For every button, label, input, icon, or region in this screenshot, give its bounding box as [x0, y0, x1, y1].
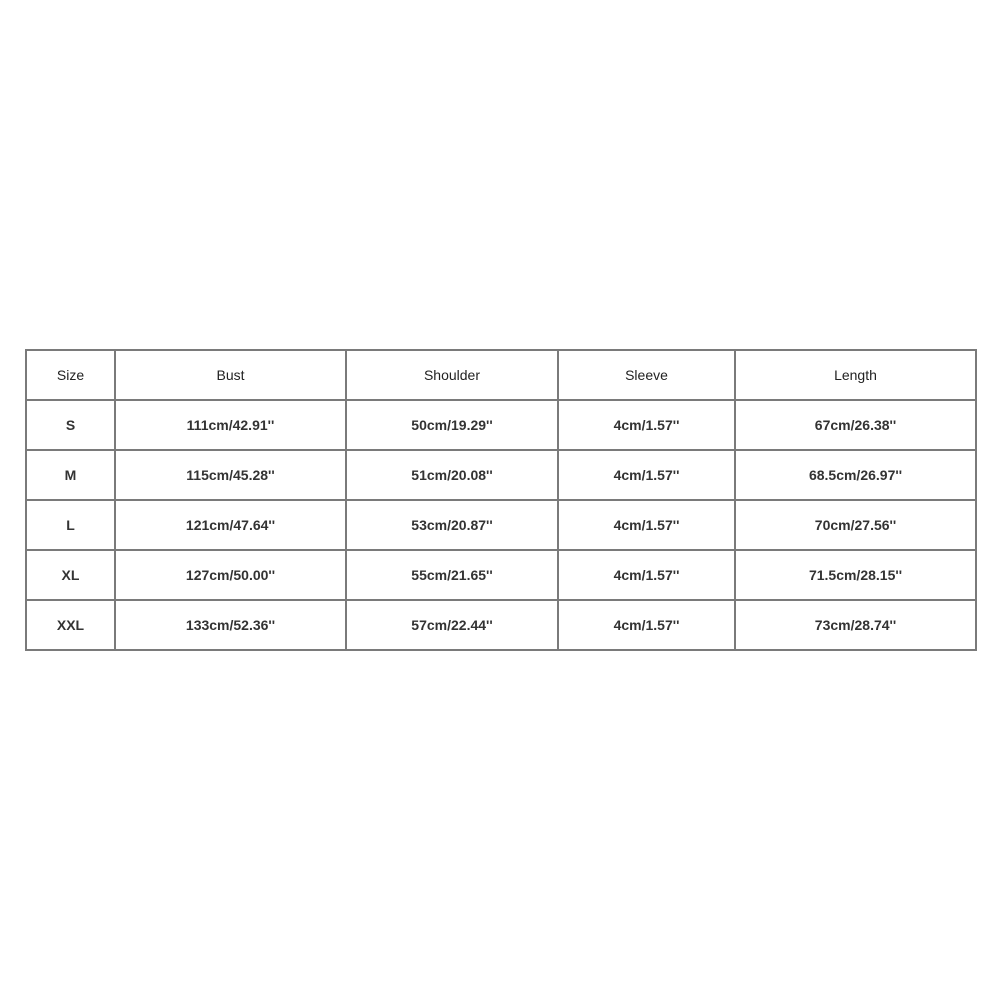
- cell-length: 67cm/26.38'': [735, 400, 976, 450]
- cell-length: 68.5cm/26.97'': [735, 450, 976, 500]
- cell-shoulder: 50cm/19.29'': [346, 400, 558, 450]
- cell-sleeve: 4cm/1.57'': [558, 600, 735, 650]
- table-row: [26, 500, 976, 550]
- cell-sleeve: 4cm/1.57'': [558, 400, 735, 450]
- table-row: [26, 550, 976, 600]
- header-bust: Bust: [115, 350, 346, 400]
- size-chart-table: [25, 349, 977, 651]
- cell-length: 70cm/27.56'': [735, 500, 976, 550]
- cell-bust: 115cm/45.28'': [115, 450, 346, 500]
- table-row: [26, 450, 976, 500]
- cell-sleeve: 4cm/1.57'': [558, 550, 735, 600]
- cell-bust: 127cm/50.00'': [115, 550, 346, 600]
- cell-length: 73cm/28.74'': [735, 600, 976, 650]
- cell-sleeve: 4cm/1.57'': [558, 500, 735, 550]
- cell-bust: 133cm/52.36'': [115, 600, 346, 650]
- cell-size: M: [26, 450, 115, 500]
- header-shoulder: Shoulder: [346, 350, 558, 400]
- cell-length: 71.5cm/28.15'': [735, 550, 976, 600]
- cell-shoulder: 57cm/22.44'': [346, 600, 558, 650]
- table-row: [26, 400, 976, 450]
- header-size: Size: [26, 350, 115, 400]
- table-row: [26, 600, 976, 650]
- cell-bust: 111cm/42.91'': [115, 400, 346, 450]
- cell-bust: 121cm/47.64'': [115, 500, 346, 550]
- cell-shoulder: 51cm/20.08'': [346, 450, 558, 500]
- cell-size: L: [26, 500, 115, 550]
- cell-shoulder: 53cm/20.87'': [346, 500, 558, 550]
- table-header-row: [26, 350, 976, 400]
- header-sleeve: Sleeve: [558, 350, 735, 400]
- cell-size: S: [26, 400, 115, 450]
- cell-shoulder: 55cm/21.65'': [346, 550, 558, 600]
- cell-size: XL: [26, 550, 115, 600]
- header-length: Length: [735, 350, 976, 400]
- cell-sleeve: 4cm/1.57'': [558, 450, 735, 500]
- cell-size: XXL: [26, 600, 115, 650]
